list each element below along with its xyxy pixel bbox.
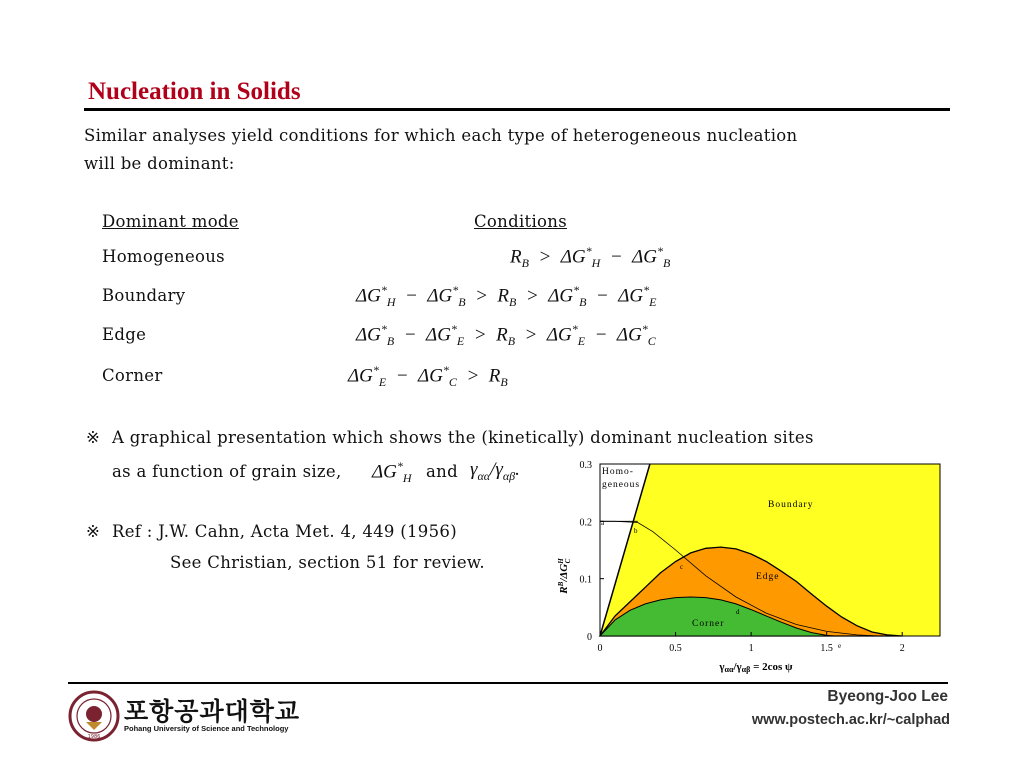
graph-note-gamma-ratio: $\gamma_{\alpha\alpha}/\gamma_{\alpha\beta}$.	[470, 459, 520, 483]
region-label-homogeneous-2: geneous	[602, 480, 641, 490]
footer-divider	[68, 682, 948, 684]
x-tick-label: 2	[899, 643, 905, 654]
point-label-b: b	[634, 527, 638, 535]
x-tick-label: 0	[597, 643, 603, 654]
ref-line-2: See Christian, section 51 for review.	[170, 553, 485, 572]
university-seal	[68, 690, 120, 742]
intro-line-2: will be dominant:	[84, 154, 235, 173]
x-tick-label: 0.5	[669, 643, 682, 654]
region-label-homogeneous-1: Homo-	[602, 467, 634, 477]
x-tick-label: 1.5	[820, 643, 833, 654]
x-tick-label: 1	[748, 643, 754, 654]
title-divider	[84, 108, 950, 111]
university-name-korean: 포항공과대학교	[124, 697, 301, 726]
region-label-edge: Edge	[756, 572, 780, 582]
point-label-a: a	[601, 519, 605, 527]
author-url[interactable]: www.postech.ac.kr/~calphad	[751, 712, 950, 728]
y-tick-label: 0	[587, 632, 592, 643]
intro-line-1: Similar analyses yield conditions for which each type of heterogeneous nucleation	[84, 126, 798, 145]
point-label-c: c	[680, 563, 684, 571]
condition-homogeneous: $R_B > \Delta G^*_H - \Delta G^*_B$	[510, 244, 671, 271]
header-dominant-mode: Dominant mode	[102, 212, 239, 231]
point-label-e: e	[838, 642, 842, 650]
graph-note-dgh: $\Delta G^*_H$	[372, 459, 412, 486]
condition-edge: $\Delta G^*_B - \Delta G^*_E > R_B > \Delta G^*_E - \Delta G^*_C$	[356, 322, 656, 349]
university-name-english: Pohang University of Science and Technology	[124, 724, 289, 733]
ref-line-1: Ref : J.W. Cahn, Acta Met. 4, 449 (1956)	[112, 522, 457, 541]
note-mark-1: ※	[86, 428, 101, 447]
slide-title: Nucleation in Solids	[88, 78, 301, 105]
header-conditions: Conditions	[474, 212, 567, 231]
y-tick-label: 0.3	[579, 460, 592, 471]
mode-corner: Corner	[102, 366, 163, 385]
mode-edge: Edge	[102, 325, 147, 344]
y-tick-label: 0.1	[579, 574, 592, 586]
y-axis-label: $R^B/\Delta G^HC$	[557, 558, 572, 594]
condition-boundary: $\Delta G^*_H - \Delta G^*_B > R_B > \Delta G^*_B - \Delta G^*_E$	[356, 283, 657, 310]
mode-homogeneous: Homogeneous	[102, 247, 225, 266]
point-label-d: d	[736, 608, 740, 616]
graph-note-line-2: as a function of grain size,	[112, 462, 342, 481]
y-tick-label: 0.2	[579, 517, 592, 529]
graph-note-line-1: A graphical presentation which shows the (kinetically) dominant nucleation sites	[112, 428, 814, 447]
graph-note-and: and	[426, 462, 458, 481]
nucleation-site-chart	[550, 458, 950, 680]
author-name: Byeong-Joo Lee	[827, 688, 948, 705]
x-axis-label: γαα/γαβ = 2cos ψ	[719, 661, 793, 674]
region-label-corner: Corner	[692, 619, 725, 629]
mode-boundary: Boundary	[102, 286, 186, 305]
seal-year: 1986	[87, 734, 101, 740]
note-mark-2: ※	[86, 522, 101, 541]
region-label-boundary: Boundary	[768, 500, 814, 510]
condition-corner: $\Delta G^*_E - \Delta G^*_C > R_B$	[348, 363, 508, 390]
